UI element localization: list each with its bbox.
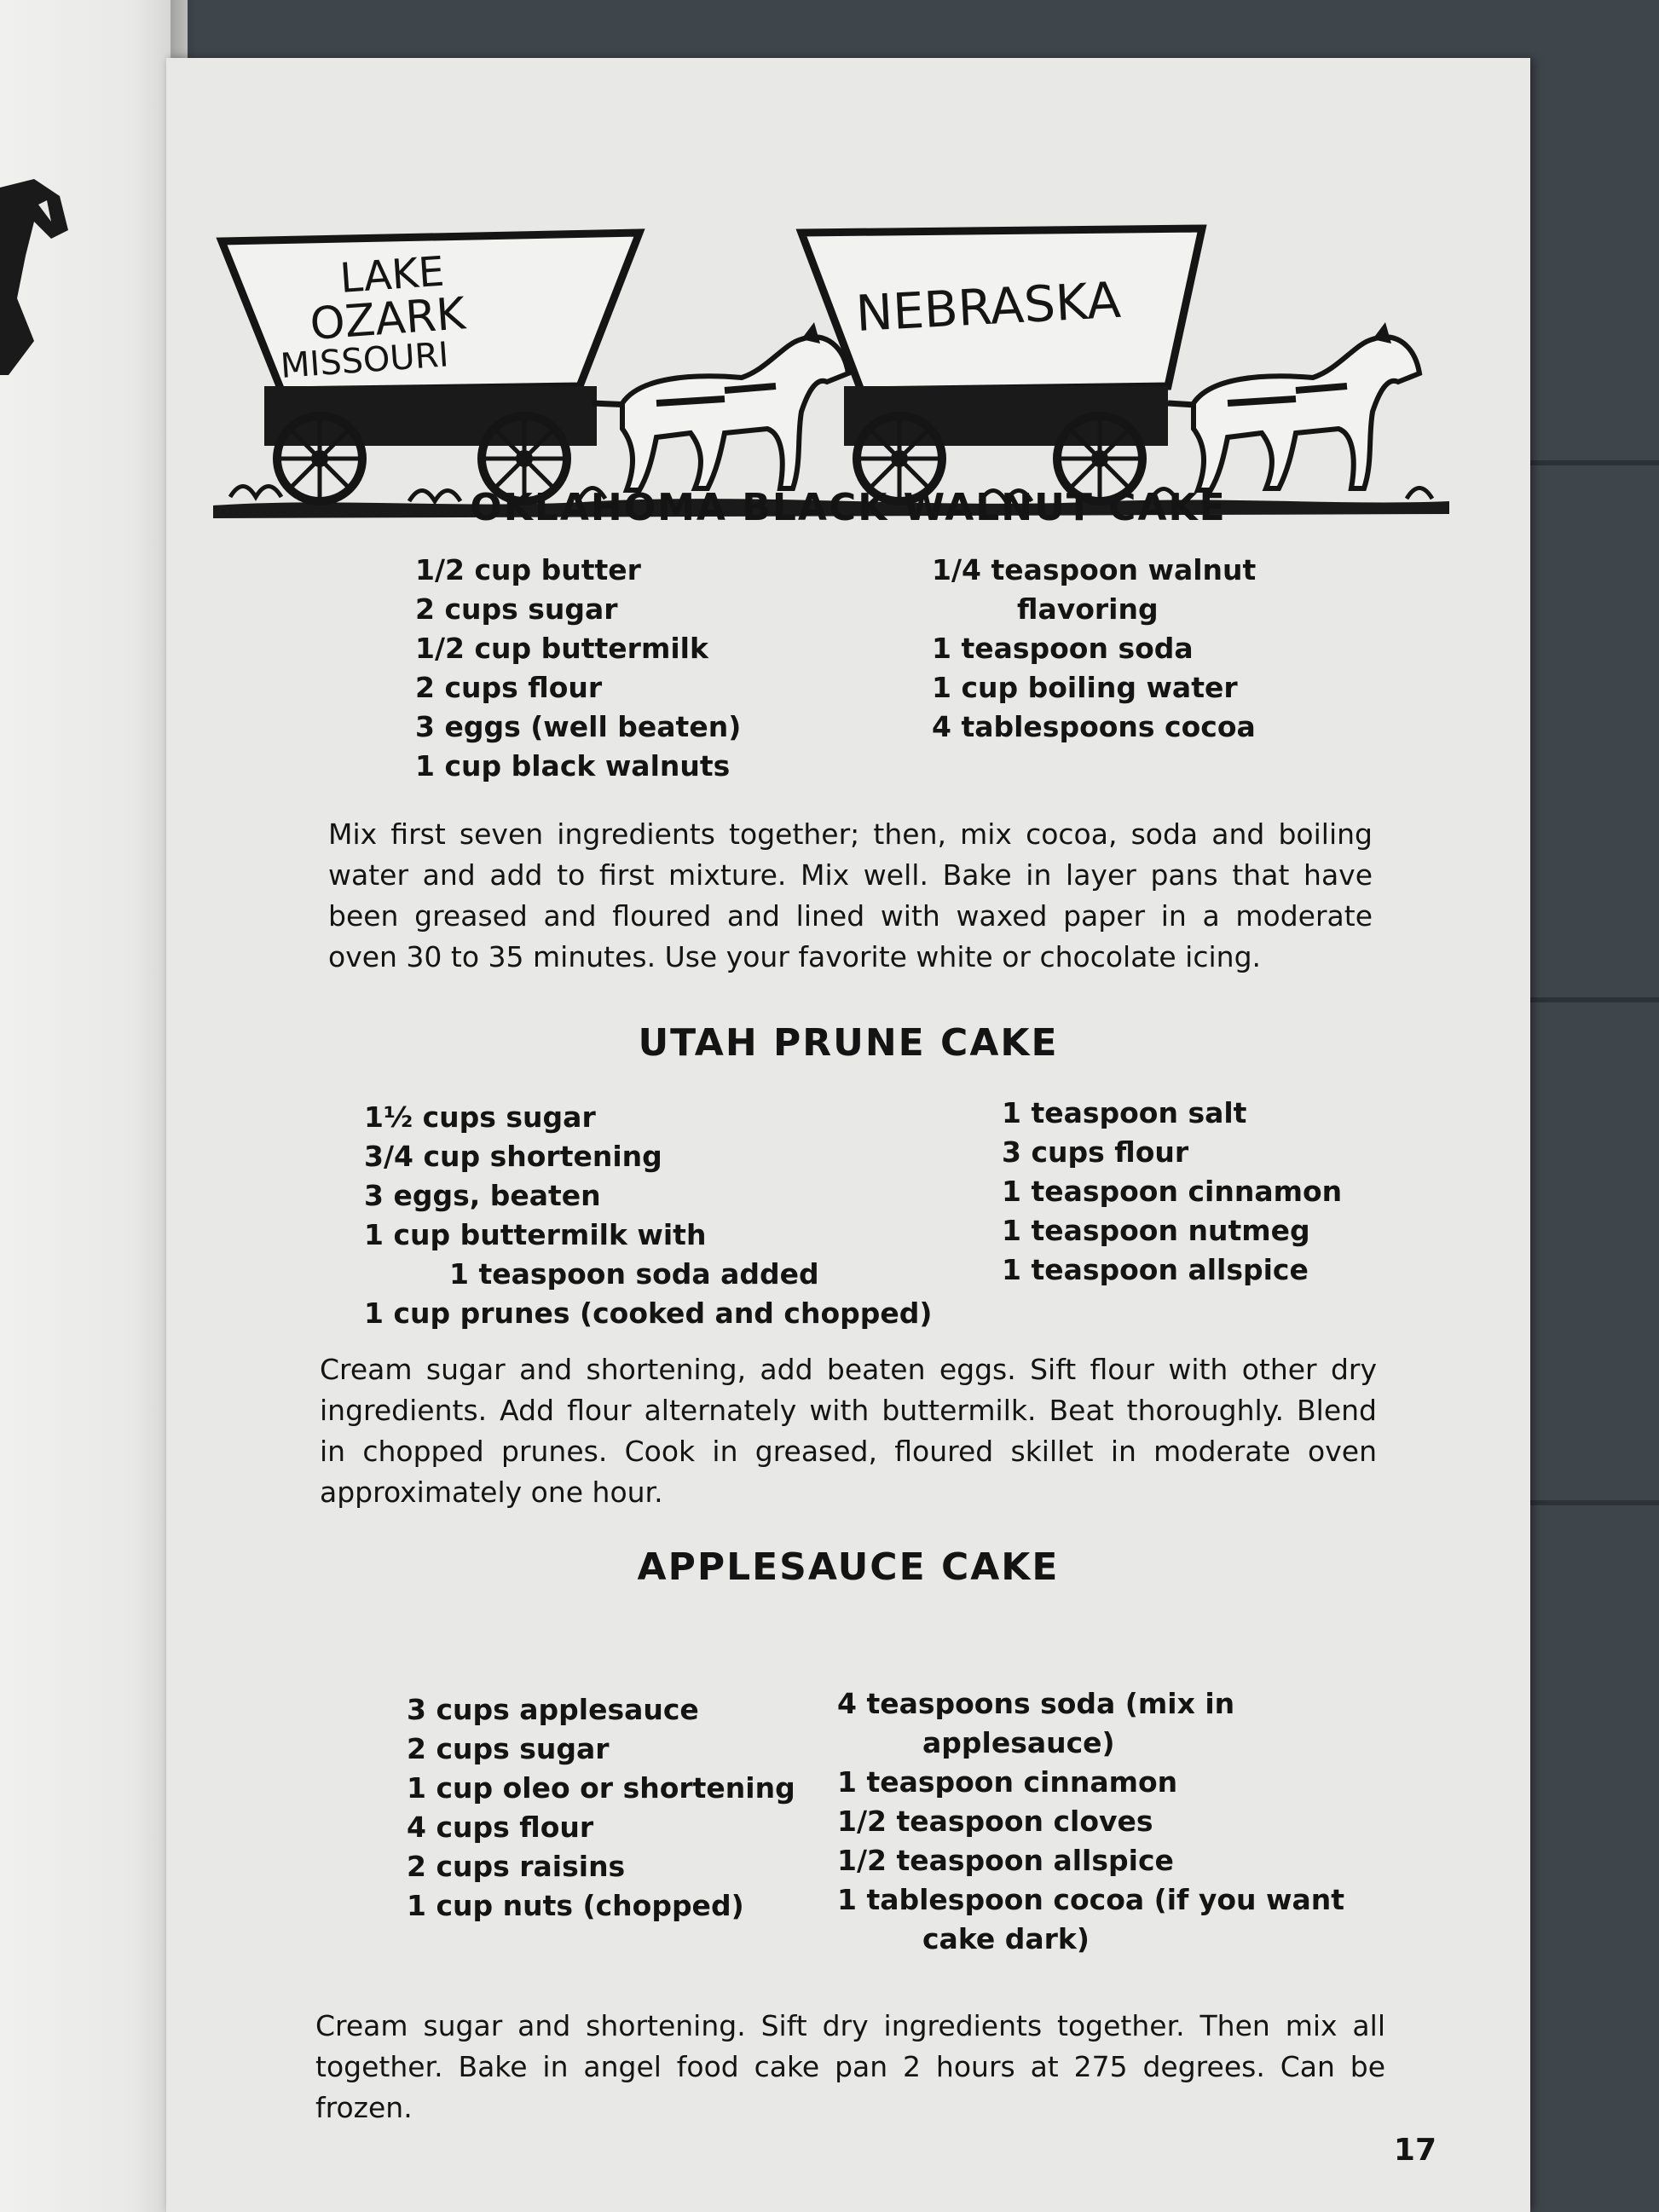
list-item: 1 cup buttermilk with (364, 1218, 707, 1251)
ingredient-list-left (407, 1690, 795, 1926)
list-item: 2 cups sugar (415, 592, 618, 626)
covered-wagons-illustration (213, 173, 1449, 531)
list-item: 1 cup black walnuts (415, 749, 731, 783)
ingredient-list-right (932, 551, 1256, 747)
wagon-left (222, 233, 848, 501)
list-item: 4 cups flour (407, 1811, 594, 1844)
list-item: 1 teaspoon cinnamon (837, 1765, 1178, 1799)
list-item: 1 teaspoon allspice (1002, 1253, 1309, 1286)
recipe-directions: Mix first seven ingredients together; then, mix cocoa, soda and boiling water and add to first mixture. Mix well. Bake in layer pans that have been greased and floured and lined with waxed paper in a moderate oven 30 to 35 minutes. Use your favorite white or chocolate icing. (328, 817, 1373, 973)
list-item: 3 eggs, beaten (364, 1179, 601, 1212)
recipe-directions: Cream sugar and shortening. Sift dry ingredients together. Then mix all together. Bake in angel food cake pan 2 hours at 275 degrees. Can be frozen. (315, 2009, 1385, 2124)
list-item: 2 cups flour (415, 671, 603, 704)
list-item: 1 cup oleo or shortening (407, 1771, 795, 1805)
recipe-directions: Cream sugar and shortening, add beaten eggs. Sift flour with other dry ingredients. Add flour alternately with buttermilk. Beat thoroughly. Blend in chopped prunes. Cook in greased, floured skillet in moderate oven approximately one hour. (320, 1353, 1377, 1509)
left-page (0, 0, 188, 2212)
list-item: 1 teaspoon cinnamon (1002, 1175, 1343, 1208)
list-item: 1½ cups sugar (364, 1100, 596, 1134)
recipe-title: UTAH PRUNE CAKE (638, 1021, 1059, 1065)
list-item: 3/4 cup shortening (364, 1140, 662, 1173)
wagon-right (801, 228, 1419, 501)
list-item: 2 cups sugar (407, 1732, 610, 1765)
list-item: applesauce) (922, 1726, 1115, 1759)
wagon-right-label: NEBRASKA (854, 270, 1123, 343)
list-item: 3 eggs (well beaten) (415, 710, 742, 743)
list-item: 4 tablespoons cocoa (932, 710, 1256, 743)
wagon-left-line-2: OZARK (308, 288, 467, 350)
list-item: 1 teaspoon nutmeg (1002, 1214, 1310, 1247)
list-item: 1 tablespoon cocoa (if you want (837, 1883, 1345, 1916)
ingredient-list-left (364, 1098, 932, 1333)
page-number: 17 (1393, 2133, 1436, 2168)
list-item: 1/2 cup butter (415, 553, 641, 586)
list-item: 1/2 cup buttermilk (415, 632, 708, 665)
ingredient-list-right (837, 1684, 1344, 1959)
list-item: cake dark) (922, 1922, 1090, 1955)
cookbook-page (166, 58, 1530, 2212)
list-item: 4 teaspoons soda (mix in (837, 1687, 1235, 1720)
list-item: 2 cups raisins (407, 1850, 626, 1883)
list-item: 1/2 teaspoon cloves (837, 1805, 1153, 1838)
list-item: 1 teaspoon salt (1002, 1096, 1247, 1129)
list-item: 1 teaspoon soda added (449, 1257, 819, 1291)
list-item: flavoring (1017, 592, 1159, 626)
list-item: 1 teaspoon soda (932, 632, 1194, 665)
list-item: 1/4 teaspoon walnut (932, 553, 1257, 586)
wagon-left-line-1: LAKE (338, 247, 447, 303)
horse-illustration-icon (0, 170, 102, 392)
list-item: 3 cups flour (1002, 1135, 1189, 1169)
recipe-title: OKLAHOMA BLACK WALNUT CAKE (470, 486, 1227, 529)
list-item: 1/2 teaspoon allspice (837, 1844, 1174, 1877)
list-item: 1 cup nuts (chopped) (407, 1889, 744, 1922)
list-item: 1 cup prunes (cooked and chopped) (364, 1297, 933, 1330)
ingredient-list-right (1002, 1094, 1342, 1290)
ingredient-list-left (415, 551, 741, 786)
list-item: 3 cups applesauce (407, 1693, 699, 1726)
wagon-left-line-3: MISSOURI (279, 335, 450, 386)
list-item: 1 cup boiling water (932, 671, 1238, 704)
recipe-title: APPLESAUCE CAKE (637, 1545, 1060, 1589)
